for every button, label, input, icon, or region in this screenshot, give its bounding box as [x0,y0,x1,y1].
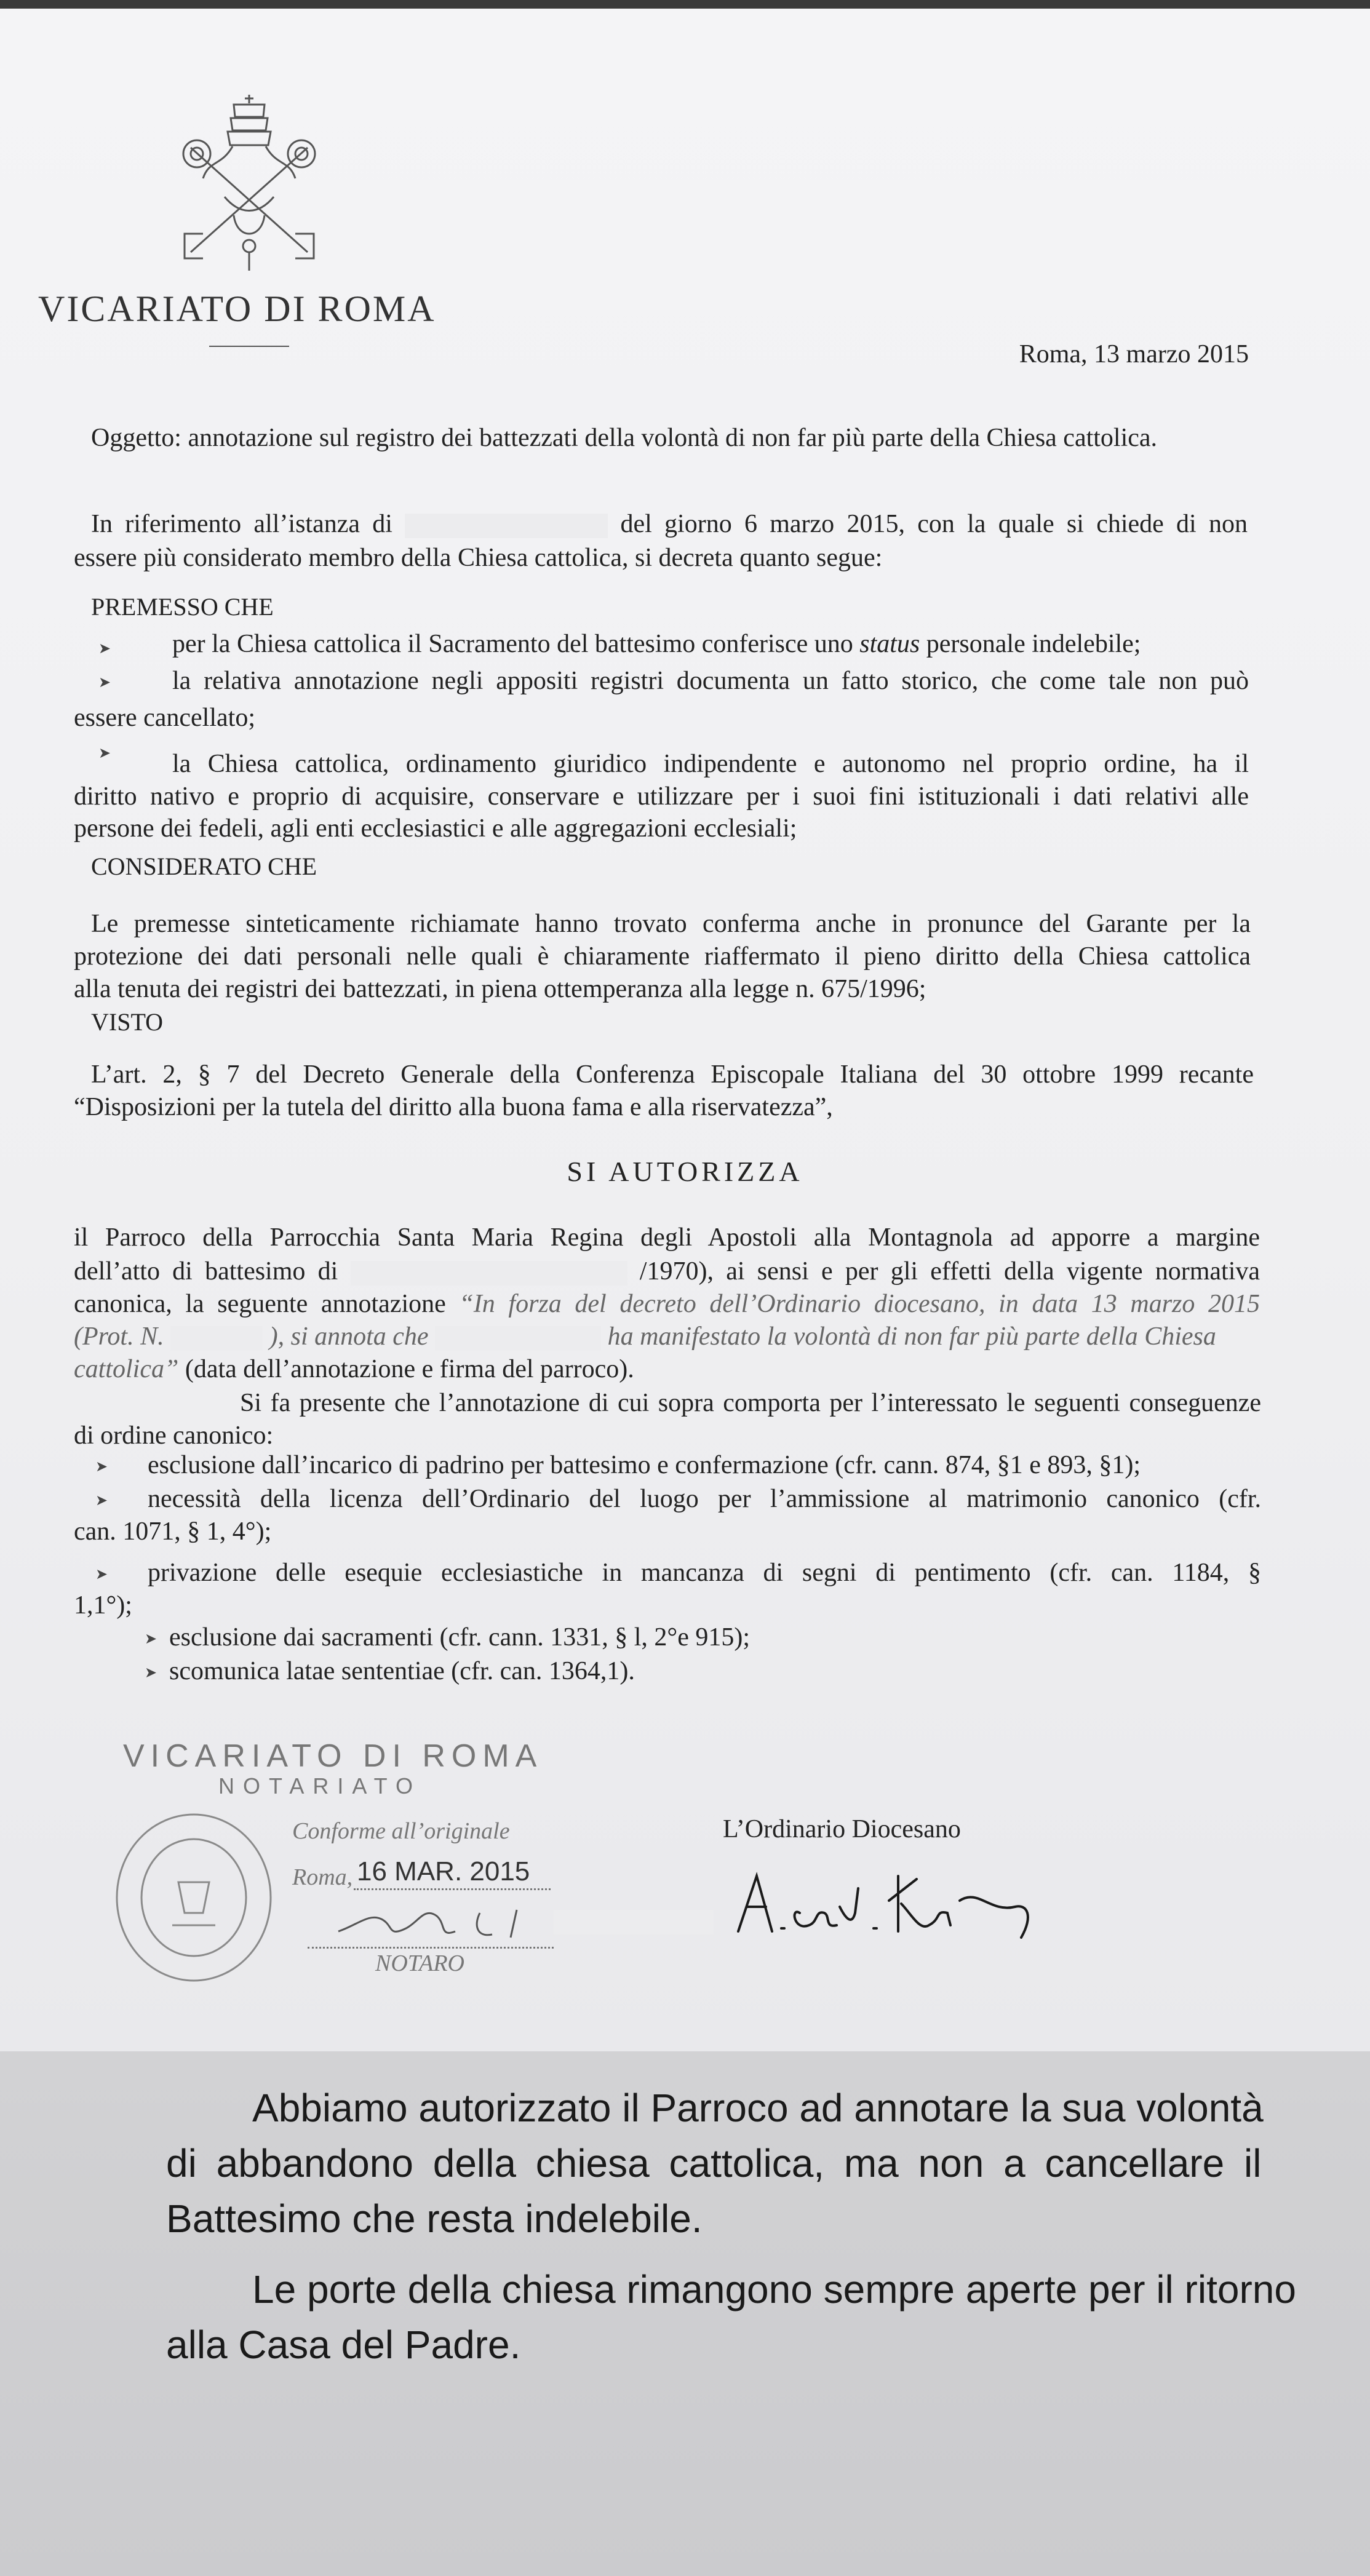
redacted-person [435,1326,601,1351]
considerato-line-2: protezione dei dati personali nelle quali è chiaramente riaffermato il pieno diritto della Chiesa cattolica [74,942,1251,971]
intro-line-2: essere più considerato membro della Chiesa cattolica, si decreta quanto segue: [74,544,883,572]
consequence-1: esclusione dall’incarico di padrino per battesimo e confermazione (cfr. cann. 874, §1 e 893, §1); [148,1451,1141,1479]
considerato-line-3: alla tenuta dei registri dei battezzati, in piena ottemperanza alla legge n. 675/1996; [74,975,926,1003]
redacted-baptism-record [351,1261,627,1286]
premesso-item-3-line-1: la Chiesa cattolica, ordinamento giuridico indipendente e autonomo nel proprio ordine, ha il [172,750,1249,778]
bullet-icon: ➤ [95,1459,108,1475]
annotation-closing: cattolica” [74,1355,179,1383]
bullet-icon: ➤ [95,1567,108,1583]
notary-signature-line [308,1947,554,1949]
auth-line-1: il Parroco della Parrocchia Santa Maria Regina degli Apostoli alla Montagnola ad apporre a margine [74,1223,1260,1252]
subject-line: Oggetto: annotazione sul registro dei battezzati della volontà di non far più parte della Chiesa cattolica. [91,424,1158,452]
prot-label: (Prot. N. [74,1322,164,1351]
consequence-5: scomunica latae sententiae (cfr. can. 1364,1). [169,1657,635,1685]
bullet-icon: ➤ [145,1665,157,1681]
annotation-text-start: “In forza del decreto dell’Ordinario diocesano, in data 13 marzo 2015 [459,1290,1260,1318]
notary-signature-icon [332,1901,566,1944]
auth-line-4 [74,1320,1260,1353]
ordinary-label: L’Ordinario Diocesano [723,1815,961,1843]
bullet-icon: ➤ [98,745,111,761]
consequence-4: esclusione dai sacramenti (cfr. cann. 1331, § l, 2°e 915); [169,1623,750,1652]
bullet-icon: ➤ [98,675,111,691]
intro-text-a: In riferimento all’istanza di [91,510,392,538]
top-shadow [0,0,1370,9]
papal-crest-icon [166,92,332,277]
premesso-item-2-line-1: la relativa annotazione negli appositi registri documenta un fatto storico, che come tale non può [172,667,1249,695]
premesso-item-1 [172,627,1141,661]
note-panel [0,2051,1370,2576]
auth-line-3 [74,1287,1260,1321]
visto-line-1: L’art. 2, § 7 del Decreto Generale della Conferenza Episcopale Italiana del 30 ottobre 1999 recante [91,1060,1254,1089]
round-seal-icon [111,1808,277,1987]
intro-line-1 [91,507,1248,541]
annotation-text-mid: ), si annota che [269,1322,429,1351]
note-p1-line-3: Battesimo che resta indelebile. [166,2196,703,2241]
stamp-roma: Roma, [292,1864,353,1890]
redacted-prot-number [170,1326,263,1351]
auth-line-6: Si fa presente che l’annotazione di cui sopra comporta per l’interessato le seguenti conseguenze [240,1389,1261,1417]
consequence-3-line-2: 1,1°); [74,1591,132,1620]
stamp-office: NOTARIATO [218,1773,422,1799]
redacted-name [405,514,608,538]
considerato-line-1: Le premesse sinteticamente richiamate hanno trovato conferma anche in pronunce del Garante per la [91,910,1251,938]
auth-line-7: di ordine canonico: [74,1421,274,1450]
bullet-icon: ➤ [145,1631,157,1647]
consequence-2-line-1: necessità della licenza dell’Ordinario del luogo per l’ammissione al matrimonio canonico (cfr. [148,1485,1261,1513]
bullet-icon: ➤ [98,641,111,657]
document-date: Roma, 13 marzo 2015 [1019,340,1249,368]
redacted-area [554,1910,714,1934]
auth-line-2-text-a: dell’atto di battesimo di [74,1257,338,1286]
note-p1-line-2: di abbandono della chiesa cattolica, ma non a cancellare il [166,2141,1262,2185]
premesso-item-1-end: personale indelebile; [926,630,1141,658]
visto-heading: VISTO [91,1008,164,1036]
stamp-date: 16 MAR. 2015 [357,1856,530,1886]
premesso-heading: PREMESSO CHE [91,593,274,621]
title-underline [209,346,289,347]
consequence-2-line-2: can. 1071, § 1, 4°); [74,1517,272,1546]
premesso-item-1-text: per la Chiesa cattolica il Sacramento del battesimo conferisce uno [172,630,853,658]
stamp-institution: VICARIATO DI ROMA [123,1738,543,1774]
premesso-item-2-line-2: essere cancellato; [74,704,255,732]
note-p2-line-1: Le porte della chiesa rimangono sempre aperte per il ritorno [252,2267,1296,2312]
bullet-icon: ➤ [95,1493,108,1509]
auth-line-5 [74,1353,634,1386]
premesso-item-3-line-2: diritto nativo e proprio di acquisire, conservare e utilizzare per i suoi fini istituzionali i dati relativi alle [74,782,1249,811]
considerato-heading: CONSIDERATO CHE [91,853,317,880]
stamp-notaro: NOTARO [375,1950,464,1976]
note-p2-line-2: alla Casa del Padre. [166,2323,521,2367]
note-p1-line-1: Abbiamo autorizzato il Parroco ad annotare la sua volontà [252,2086,1264,2130]
consequence-3-line-1: privazione delle esequie ecclesiastiche in mancanza di segni di pentimento (cfr. can. 1184, § [148,1559,1261,1587]
institution-title: VICARIATO DI ROMA [38,288,436,329]
intro-text-b: del giorno 6 marzo 2015, con la quale si chiede di non [620,510,1248,538]
annotation-note: (data dell’annotazione e firma del parroco). [185,1355,634,1383]
status-word: status [859,630,920,658]
auth-line-3-text-a: canonica, la seguente annotazione [74,1290,446,1318]
annotation-text-end: ha manifestato la volontà di non far più parte della Chiesa [607,1322,1216,1351]
visto-line-2: “Disposizioni per la tutela del diritto alla buona fama e alla riservatezza”, [74,1093,833,1121]
authorization-heading: SI AUTORIZZA [567,1156,803,1187]
premesso-item-3-line-3: persone dei fedeli, agli enti ecclesiastici e alle aggregazioni ecclesiali; [74,814,797,843]
auth-line-2 [74,1255,1260,1288]
stamp-date-line [354,1888,551,1890]
cardinal-signature-icon [732,1864,1052,1950]
stamp-conforme: Conforme all’originale [292,1818,510,1844]
auth-line-2-text-b: /1970), ai sensi e per gli effetti della vigente normativa [639,1257,1260,1286]
